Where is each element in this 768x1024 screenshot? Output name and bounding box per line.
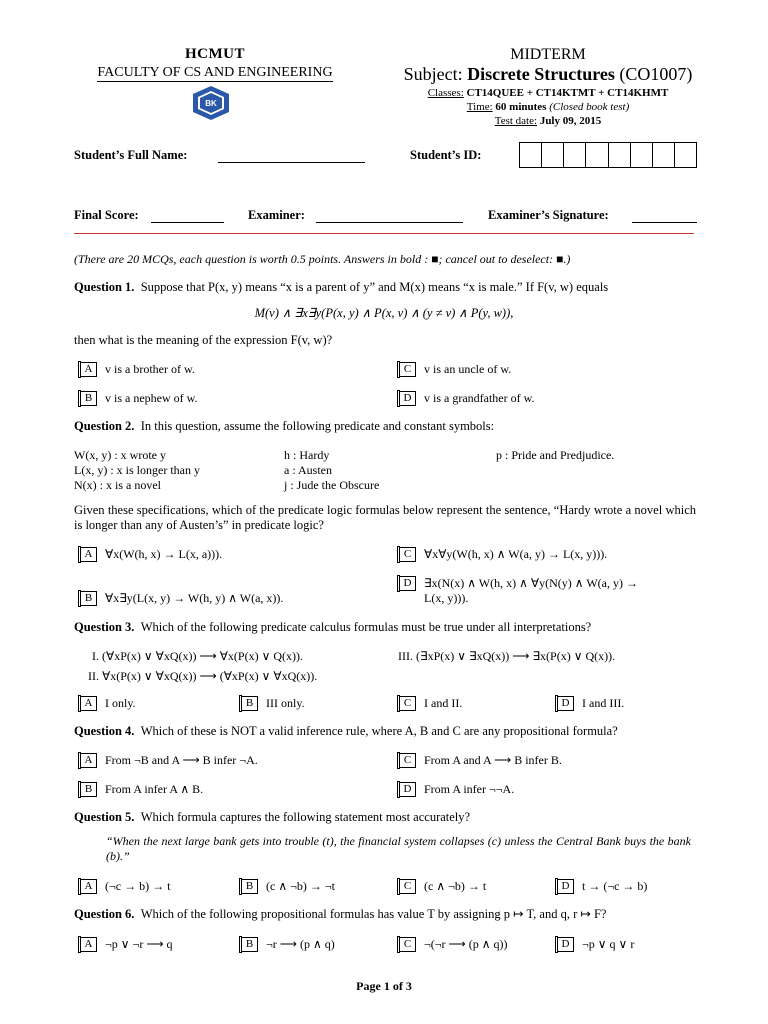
q4-option-b[interactable]: B From A infer A ∧ B.: [80, 782, 203, 797]
q4-option-a[interactable]: A From ¬B and A ⟶ B infer ¬A.: [80, 753, 258, 768]
question-4: Question 4. Which of these is NOT a valid inference rule, where A, B and C are any propositional formula?: [74, 724, 618, 738]
question-5-quote: “When the next large bank gets into trouble (t), the financial system collapses (c) unless the Central Bank buys the bank (b).”: [106, 834, 691, 863]
q5-option-d[interactable]: D t → (¬c → b): [557, 879, 647, 894]
divider-rule: [74, 233, 694, 234]
logo-text: BK: [205, 99, 217, 108]
q2-symbols-col3: p : Pride and Predjudice.: [496, 448, 615, 462]
page-number: Page 1 of 3: [356, 979, 412, 993]
q1-option-c[interactable]: C v is an uncle of w.: [399, 362, 511, 377]
q1-option-a[interactable]: A v is a brother of w.: [80, 362, 195, 377]
q3-option-d[interactable]: D I and III.: [557, 696, 624, 711]
q6-option-a[interactable]: A ¬p ∨ ¬r ⟶ q: [80, 937, 173, 952]
q4-option-d[interactable]: D From A infer ¬¬A.: [399, 782, 514, 797]
classes-line: Classes: CT14QUEE + CT14KTMT + CT14KHMT: [427, 87, 669, 99]
subject-line: Subject: Discrete Structures (CO1007): [403, 64, 693, 84]
question-1: Question 1. Suppose that P(x, y) means “x is a parent of y” and M(x) means “x is male.” If F(v, w) equals: [74, 280, 609, 294]
q2-symbols-col1: W(x, y) : x wrote y L(x, y) : x is longer than y N(x) : x is a novel: [74, 448, 200, 492]
final-score-label: Final Score:: [74, 208, 139, 222]
full-name-label: Student’s Full Name:: [74, 148, 188, 162]
q2-option-d[interactable]: D ∃x(N(x) ∧ W(h, x) ∧ ∀y(N(y) ∧ W(a, y) → L(x, y))).: [399, 576, 638, 606]
examiner-label: Examiner:: [248, 208, 305, 222]
final-score-field[interactable]: [151, 208, 224, 223]
question-1-formula: M(v) ∧ ∃x∃y(P(x, y) ∧ P(x, v) ∧ (y ≠ v) ∧ P(y, w)),: [254, 306, 514, 320]
instructions: (There are 20 MCQs, each question is worth 0.5 points. Answers in bold : ■; cancel out to deselect: ■.): [74, 252, 571, 266]
q5-option-c[interactable]: C (c ∧ ¬b) → t: [399, 879, 486, 894]
q5-option-a[interactable]: A (¬c → b) → t: [80, 879, 170, 894]
university-name: HCMUT: [185, 46, 245, 62]
q3-item-2: II. ∀x(P(x) ∨ ∀xQ(x)) ⟶ (∀xP(x) ∨ ∀xQ(x)).: [88, 669, 318, 683]
question-5: Question 5. Which formula captures the following statement most accurately?: [74, 810, 471, 824]
q6-option-d[interactable]: D ¬p ∨ q ∨ r: [557, 937, 634, 952]
header-right: [378, 46, 718, 128]
exam-type: MIDTERM: [510, 46, 586, 63]
subject-name: Discrete Structures: [467, 64, 615, 84]
q3-item-3: III. (∃xP(x) ∨ ∃xQ(x)) ⟶ ∃x(P(x) ∨ Q(x)).: [398, 649, 616, 663]
question-3: Question 3. Which of the following predicate calculus formulas must be true under all interpretations?: [74, 620, 592, 634]
q3-option-c[interactable]: C I and II.: [399, 696, 462, 711]
full-name-field[interactable]: [218, 148, 365, 163]
signature-field[interactable]: [632, 208, 697, 223]
student-id-label: Student’s ID:: [410, 148, 482, 162]
q2-option-b[interactable]: B ∀x∃y(L(x, y) → W(h, y) ∧ W(a, x)).: [80, 591, 283, 606]
question-2: Question 2. In this question, assume the following predicate and constant symbols:: [74, 419, 495, 433]
q6-option-c[interactable]: C ¬(¬r ⟶ (p ∧ q)): [399, 937, 508, 952]
student-id-boxes[interactable]: [519, 142, 697, 168]
q4-option-c[interactable]: C From A and A ⟶ B infer B.: [399, 753, 562, 768]
header-left: [60, 46, 370, 82]
q2-option-c[interactable]: C ∀x∀y(W(h, x) ∧ W(a, y) → L(x, y))).: [399, 547, 607, 562]
date-line: Test date: July 09, 2015: [494, 115, 602, 127]
q2-option-a[interactable]: A ∀x(W(h, x) → L(x, a))).: [80, 547, 222, 562]
question-1-text2: then what is the meaning of the expression F(v, w)?: [74, 333, 333, 347]
q3-option-a[interactable]: A I only.: [80, 696, 136, 711]
examiner-field[interactable]: [316, 208, 463, 223]
q2-symbols-col2: h : Hardy a : Austen j : Jude the Obscure: [284, 448, 380, 492]
q1-option-b[interactable]: B v is a nephew of w.: [80, 391, 198, 406]
q3-item-1: I. (∀xP(x) ∨ ∀xQ(x)) ⟶ ∀x(P(x) ∨ Q(x)).: [92, 649, 304, 663]
q3-option-b[interactable]: B III only.: [241, 696, 305, 711]
q6-option-b[interactable]: B ¬r ⟶ (p ∧ q): [241, 937, 335, 952]
q5-option-b[interactable]: B (c ∧ ¬b) → ¬t: [241, 879, 335, 894]
time-line: Time: 60 minutes (Closed book test): [466, 101, 630, 113]
faculty-name: FACULTY OF CS AND ENGINEERING: [97, 65, 333, 80]
university-logo: [192, 85, 230, 121]
signature-label: Examiner’s Signature:: [488, 208, 609, 222]
question-6: Question 6. Which of the following propositional formulas has value T by assigning p ↦ T, and q, r ↦ F?: [74, 907, 607, 921]
question-2-text2: Given these specifications, which of the predicate logic formulas below represent the sentence, “Hardy wrote a novel which is longer than any of Austen’s” in predicate logic?: [74, 503, 696, 532]
q1-option-d[interactable]: D v is a grandfather of w.: [399, 391, 535, 406]
